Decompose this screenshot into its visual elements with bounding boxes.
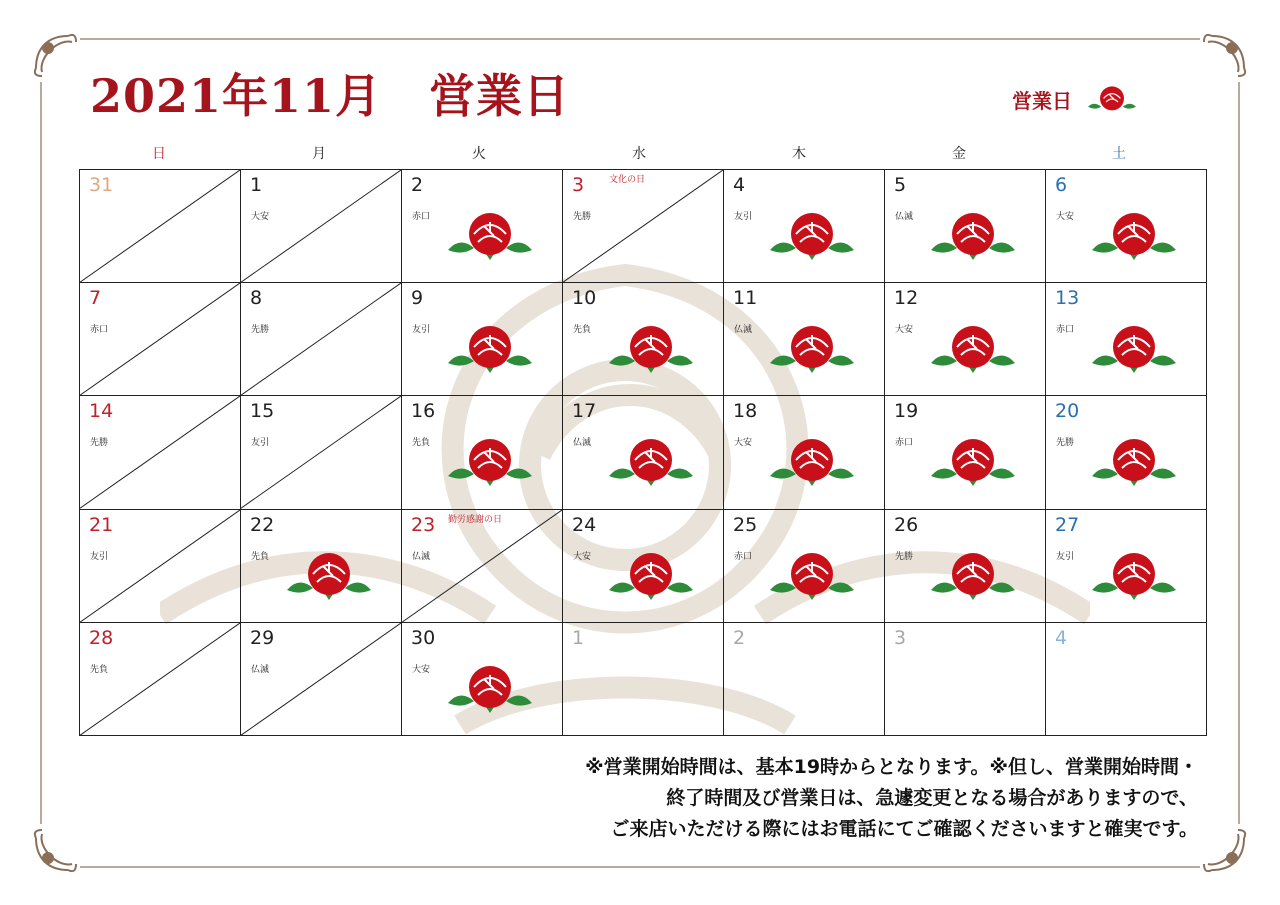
rokuyo-label: 友引 <box>90 551 109 562</box>
day-number: 21 <box>89 513 114 536</box>
weekday-label: 月 <box>312 146 326 162</box>
rose-icon <box>607 552 695 602</box>
day-number: 23 <box>411 513 436 536</box>
day-number: 17 <box>572 400 597 423</box>
day-number: 18 <box>733 400 758 423</box>
frame-bottom-line <box>80 866 1200 868</box>
corner-ornament-icon <box>1196 28 1252 84</box>
closed-day-slash <box>241 283 401 395</box>
day-number: 2 <box>733 626 746 649</box>
rokuyo-label: 赤口 <box>90 325 109 336</box>
calendar-day-cell <box>563 283 724 396</box>
calendar-day-cell <box>80 509 241 622</box>
day-number: 13 <box>1055 287 1080 310</box>
calendar-day-cell <box>402 283 563 396</box>
calendar-week-row <box>80 283 1207 396</box>
rose-icon <box>768 325 856 375</box>
holiday-label: 文化の日 <box>609 175 646 185</box>
day-number: 10 <box>572 287 597 310</box>
calendar-day-cell <box>402 622 563 735</box>
corner-ornament-icon <box>1196 822 1252 878</box>
calendar-day-cell <box>885 170 1046 283</box>
rokuyo-label: 先勝 <box>90 438 109 449</box>
calendar-day-cell <box>885 283 1046 396</box>
rose-icon <box>446 665 534 715</box>
calendar-day-cell <box>724 170 885 283</box>
legend-label: 営業日 <box>1012 88 1072 113</box>
day-number: 1 <box>572 626 585 649</box>
rokuyo-label: 先負 <box>251 551 270 562</box>
calendar-day-cell <box>1046 396 1207 509</box>
rose-icon <box>929 325 1017 375</box>
day-number: 11 <box>733 287 758 310</box>
day-number: 8 <box>250 287 263 310</box>
calendar-day-cell <box>885 509 1046 622</box>
rokuyo-label: 赤口 <box>1056 325 1075 336</box>
calendar-day-cell <box>402 509 563 622</box>
rose-icon <box>446 325 534 375</box>
weekday-label: 日 <box>152 146 166 162</box>
calendar-day-cell <box>563 622 724 735</box>
rose-icon <box>929 552 1017 602</box>
rose-icon <box>1090 212 1178 262</box>
day-number: 30 <box>411 626 436 649</box>
rokuyo-label: 先負 <box>90 664 109 675</box>
rokuyo-label: 先勝 <box>895 551 914 562</box>
rose-icon <box>768 552 856 602</box>
frame-top-line <box>80 38 1200 40</box>
rokuyo-label: 先勝 <box>251 325 270 336</box>
day-number: 3 <box>572 174 585 196</box>
calendar-day-cell <box>1046 283 1207 396</box>
rose-icon <box>446 438 534 488</box>
day-number: 25 <box>733 513 758 536</box>
rokuyo-label: 友引 <box>734 212 753 222</box>
legend <box>1012 84 1140 114</box>
calendar-day-cell <box>241 622 402 735</box>
rokuyo-label: 赤口 <box>895 438 914 449</box>
day-number: 4 <box>733 174 746 196</box>
weekday-label: 水 <box>632 146 646 162</box>
weekday-header <box>79 143 1201 167</box>
day-number: 29 <box>250 626 275 649</box>
day-number: 24 <box>572 513 597 536</box>
holiday-label: 勤労感謝の日 <box>448 514 503 525</box>
rokuyo-label: 友引 <box>251 438 270 449</box>
rose-icon <box>1090 438 1178 488</box>
rokuyo-label: 仏滅 <box>895 212 914 222</box>
rokuyo-label: 仏滅 <box>412 551 431 562</box>
frame-right-line <box>1238 82 1240 824</box>
notice-line: 終了時間及び営業日は、急遽変更となる場合がありますので、 <box>666 787 1198 809</box>
calendar-day-cell <box>241 170 402 283</box>
rose-icon <box>768 438 856 488</box>
rokuyo-label: 友引 <box>1056 551 1075 562</box>
calendar-day-cell <box>563 396 724 509</box>
day-number: 7 <box>89 287 102 310</box>
calendar-day-cell <box>1046 622 1207 735</box>
day-number: 31 <box>89 174 114 196</box>
calendar-day-cell <box>241 396 402 509</box>
rokuyo-label: 先負 <box>573 325 592 336</box>
rokuyo-label: 大安 <box>412 664 431 675</box>
notice-text <box>438 752 1198 845</box>
rokuyo-label: 大安 <box>895 325 914 336</box>
rokuyo-label: 大安 <box>1056 212 1075 222</box>
notice-line: ※営業開始時間は、基本19時からとなります。※但し、営業開始時間・ <box>585 756 1198 778</box>
calendar-day-cell <box>1046 509 1207 622</box>
day-number: 6 <box>1055 174 1068 196</box>
day-number: 15 <box>250 400 275 423</box>
day-number: 27 <box>1055 513 1080 536</box>
day-number: 3 <box>894 626 907 649</box>
rose-icon <box>929 212 1017 262</box>
closed-day-slash <box>80 283 240 395</box>
weekday-label: 金 <box>952 146 966 162</box>
weekday-label: 土 <box>1112 146 1126 162</box>
rose-icon <box>446 212 534 262</box>
calendar-week-row <box>80 509 1207 622</box>
calendar-day-cell <box>80 396 241 509</box>
calendar-day-cell <box>1046 170 1207 283</box>
rose-icon <box>285 552 373 602</box>
calendar-grid <box>79 169 1207 736</box>
corner-ornament-icon <box>28 28 84 84</box>
day-number: 20 <box>1055 400 1080 423</box>
rokuyo-label: 友引 <box>412 325 431 336</box>
closed-day-slash <box>563 170 723 282</box>
calendar-day-cell <box>885 396 1046 509</box>
calendar-day-cell <box>80 170 241 283</box>
rose-icon <box>607 325 695 375</box>
rose-icon <box>1090 552 1178 602</box>
calendar-day-cell <box>402 396 563 509</box>
day-number: 12 <box>894 287 919 310</box>
day-number: 1 <box>250 174 263 196</box>
calendar-week-row <box>80 396 1207 509</box>
day-number: 14 <box>89 400 114 423</box>
day-number: 5 <box>894 174 907 196</box>
day-number: 9 <box>411 287 424 310</box>
calendar-day-cell <box>563 509 724 622</box>
day-number: 28 <box>89 626 114 649</box>
calendar-day-cell <box>563 170 724 283</box>
calendar-day-cell <box>80 283 241 396</box>
rokuyo-label: 仏滅 <box>251 664 270 675</box>
day-number: 19 <box>894 400 919 423</box>
weekday-label: 火 <box>472 146 486 162</box>
rokuyo-label: 赤口 <box>734 551 753 562</box>
rose-icon <box>929 438 1017 488</box>
calendar-day-cell <box>724 396 885 509</box>
rose-icon <box>1084 84 1140 114</box>
closed-day-slash <box>241 170 401 282</box>
calendar-day-cell <box>724 509 885 622</box>
rokuyo-label: 大安 <box>573 551 592 562</box>
calendar-week-row <box>80 622 1207 735</box>
calendar-day-cell <box>241 509 402 622</box>
calendar-day-cell <box>241 283 402 396</box>
notice-line: ご来店いただける際にはお電話にてご確認くださいますと確実です。 <box>610 818 1198 840</box>
rokuyo-label: 赤口 <box>412 212 431 222</box>
frame-left-line <box>40 82 42 824</box>
calendar-day-cell <box>885 622 1046 735</box>
day-number: 2 <box>411 174 424 196</box>
weekday-label: 木 <box>792 146 806 162</box>
calendar-week-row <box>80 170 1207 283</box>
rokuyo-label: 先負 <box>412 438 431 449</box>
page-title: 2021年11月 営業日 <box>90 69 571 123</box>
day-number: 16 <box>411 400 436 423</box>
rose-icon <box>1090 325 1178 375</box>
calendar-day-cell <box>724 283 885 396</box>
rokuyo-label: 大安 <box>251 212 270 222</box>
calendar-day-cell <box>80 622 241 735</box>
rokuyo-label: 先勝 <box>1056 438 1075 449</box>
day-number: 26 <box>894 513 919 536</box>
day-number: 22 <box>250 513 275 536</box>
day-number: 4 <box>1055 626 1068 649</box>
calendar-day-cell <box>724 622 885 735</box>
rose-icon <box>768 212 856 262</box>
rokuyo-label: 大安 <box>734 438 753 449</box>
rokuyo-label: 先勝 <box>573 212 592 222</box>
rokuyo-label: 仏滅 <box>734 325 753 336</box>
calendar-day-cell <box>402 170 563 283</box>
rose-icon <box>607 438 695 488</box>
corner-ornament-icon <box>28 822 84 878</box>
rokuyo-label: 仏滅 <box>573 438 592 449</box>
